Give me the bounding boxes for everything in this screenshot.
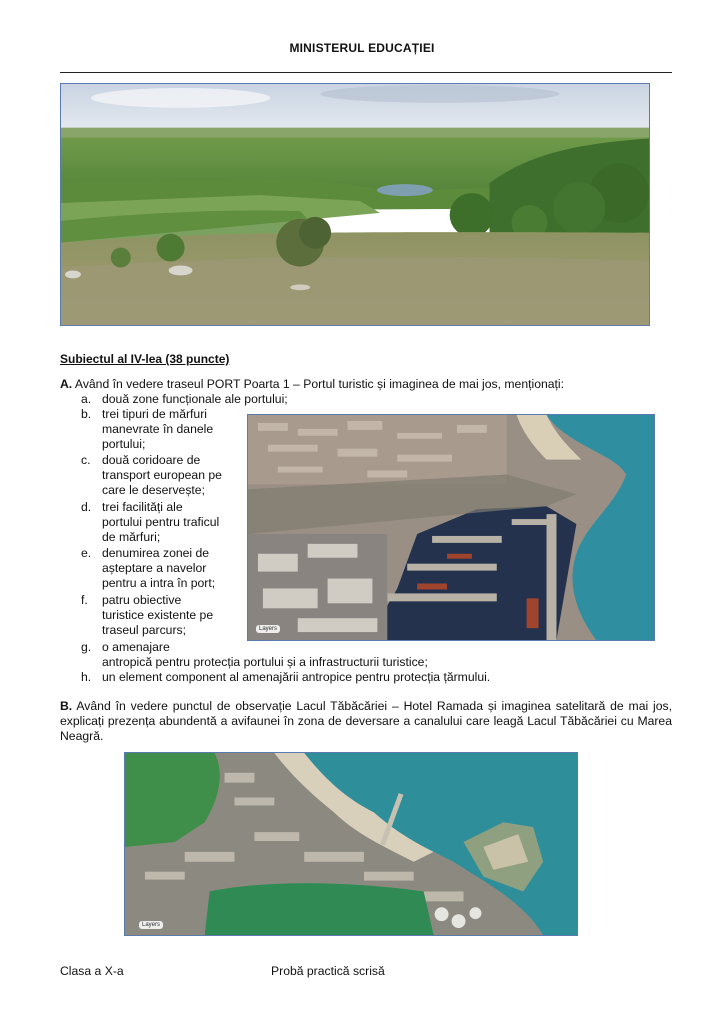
item-e-line-3: pentru a intra în port;: [102, 576, 216, 590]
satellite-image-lacul-tabacariei: [124, 752, 578, 936]
item-b-line-1: trei tipuri de mărfuri: [102, 407, 207, 421]
part-b-text: Având în vedere punctul de observație Lacul Tăbăcăriei – Hotel Ramada și imaginea satelitară de mai jos, explicați prezența abundentă a avifaunei în zona de deversare a canalului care leagă Lacul Tăbăcăriei cu Marea Neagră.: [60, 699, 673, 743]
item-e-line-2: așteptare a navelor: [102, 561, 207, 575]
item-g-line-1: o amenajare: [102, 640, 170, 654]
part-b-label: B.: [60, 699, 73, 713]
item-a-line-1: două zone funcționale ale portului;: [102, 392, 288, 406]
item-b-line-3: portului;: [102, 437, 146, 451]
port-image-layers-label: Layers: [256, 625, 280, 633]
item-d-line-1: trei facilități ale: [102, 500, 183, 514]
port-aerial-image: [247, 414, 655, 641]
footer-exam-label: Probă practică scrisă: [271, 964, 385, 978]
item-g-letter: g.: [81, 640, 92, 654]
item-c-line-1: două coridoare de: [102, 453, 201, 467]
item-c-letter: c.: [81, 453, 91, 467]
item-h-letter: h.: [81, 670, 92, 684]
item-a-letter: a.: [81, 392, 92, 406]
item-f-line-2: turistice existente pe: [102, 608, 214, 622]
item-c-line-3: care le deservește;: [102, 483, 205, 497]
page-header-title: MINISTERUL EDUCAȚIEI: [289, 41, 435, 55]
item-d-line-2: portului pentru traficul: [102, 515, 220, 529]
item-b-line-2: manevrate în danele: [102, 422, 214, 436]
item-d-letter: d.: [81, 500, 92, 514]
item-e-line-1: denumirea zonei de: [102, 546, 210, 560]
part-b-paragraph: [60, 699, 672, 744]
footer-class-label: Clasa a X-a: [60, 964, 124, 978]
item-b-letter: b.: [81, 407, 92, 421]
subject-title: Subiectul al IV-lea (38 puncte): [60, 352, 230, 366]
item-g-line-2: antropică pentru protecția portului și a infrastructurii turistice;: [102, 655, 428, 669]
part-a-intro-text: Având în vedere traseul PORT Poarta 1 – Portul turistic și imaginea de mai jos, menționați:: [74, 377, 565, 391]
satellite-image-layers-label: Layers: [139, 921, 163, 929]
item-f-line-1: patru obiective: [102, 593, 182, 607]
item-f-line-3: traseul parcurs;: [102, 623, 186, 637]
landscape-photo: [60, 83, 650, 326]
part-a-intro: [60, 377, 700, 392]
item-c-line-2: transport european pe: [102, 468, 222, 482]
item-h-line-1: un element component al amenajării antropice pentru protecția țărmului.: [102, 670, 491, 684]
item-e-letter: e.: [81, 546, 92, 560]
item-f-letter: f.: [81, 593, 88, 607]
part-a-label: A.: [60, 377, 73, 391]
header-divider: [60, 72, 672, 73]
item-d-line-3: de mărfuri;: [102, 530, 161, 544]
